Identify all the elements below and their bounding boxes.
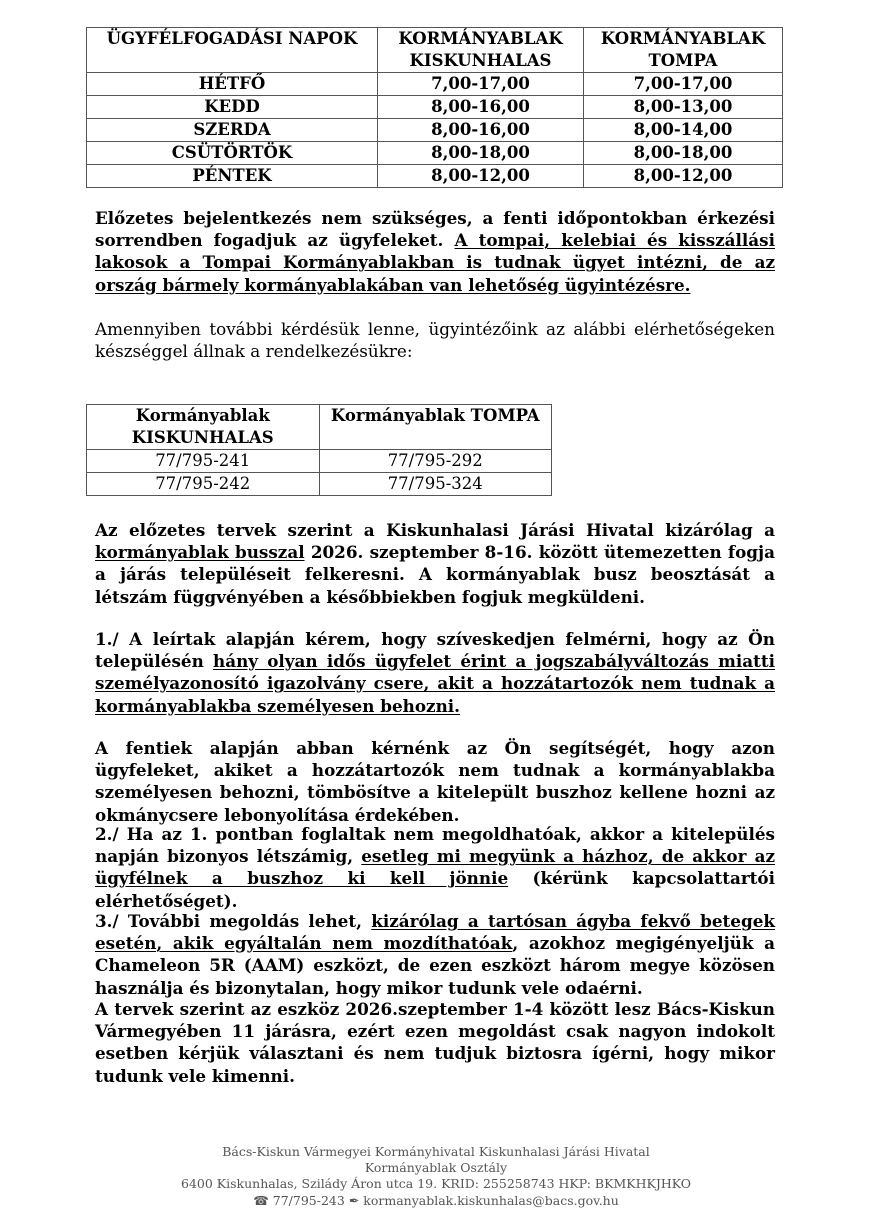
footer-phone: 77/795-243 xyxy=(272,1192,345,1208)
underlined-text: A tompai, kelebiai és kisszállási lakosok a Tompai Kormányablakban is tudnak ügyet intézni, de az ország bármely kormányablakában van lehetőség ügyintézésre. xyxy=(95,230,775,295)
hours-cell: 8,00-12,00 xyxy=(584,165,783,188)
table-row xyxy=(87,473,552,496)
page-footer xyxy=(0,1144,872,1209)
paragraph-text: Előzetes bejelentkezés nem szükséges, a fenti időpontokban érkezési sorrendben fogadjuk az ügyfeleket. xyxy=(95,208,775,251)
phone-icon: ☎ xyxy=(253,1192,269,1208)
hours-cell: 8,00-16,00 xyxy=(378,119,584,142)
hours-cell: 7,00-17,00 xyxy=(378,73,584,96)
device-schedule-paragraph xyxy=(95,998,775,1087)
hours-cell: 8,00-18,00 xyxy=(378,142,584,165)
underlined-text: esetleg mi megyünk a házhoz, de akkor az ügyfélnek a buszhoz ki kell jönnie xyxy=(95,846,776,889)
footer-address: 6400 Kiskunhalas, Szilády Áron utca 19. KRID: 255258743 HKP: BKMKHKJHKO xyxy=(181,1176,691,1192)
paragraph-text: 2./ Ha az 1. pontban foglaltak nem megoldhatóak, akkor a kitelepülés napján bizonyos létszámig, xyxy=(95,824,775,867)
day-cell: CSÜTÖRTÖK xyxy=(87,142,378,165)
paragraph-text: A fentiek alapján abban kérnénk az Ön segítségét, hogy azon ügyfeleket, akiket a hozzátartozók nem tudnak a kormányablakba személyesen behozni, tömbösítve a kitelepült buszhoz kellene hozni az okmánycsere lebonyolítása érdekében. xyxy=(95,738,775,825)
paragraph-text: Az előzetes tervek szerint a Kiskunhalasi Járási Hivatal kizárólag a xyxy=(95,520,775,540)
day-cell: KEDD xyxy=(87,96,378,119)
paragraph-text: (kérünk kapcsolattartói elérhetőséget). xyxy=(95,868,775,911)
phone-cell: 77/795-241 xyxy=(87,450,320,473)
phone-cell: 77/795-242 xyxy=(87,473,320,496)
contact-intro-paragraph xyxy=(95,318,775,362)
paragraph-text: Amennyiben további kérdésük lenne, ügyintézőink az alábbi elérhetőségeken készséggel állnak a rendelkezésükre: xyxy=(95,319,775,362)
table-row xyxy=(87,73,783,96)
paragraph-text: 3./ További megoldás lehet, xyxy=(95,911,372,931)
office-hours-table xyxy=(86,27,783,188)
column-header: Kormányablak TOMPA xyxy=(319,405,552,450)
paragraph-text: , azokhoz megigényeljük a Chameleon 5R (AAM) eszközt, de ezen eszközt három megye közösen használja és bizonytalan, hogy mikor tudunk vele odaérni. xyxy=(95,933,775,998)
footer-department: Kormányablak Osztály xyxy=(364,1160,508,1176)
footer-contact xyxy=(0,1193,872,1209)
table-row xyxy=(87,96,783,119)
hours-cell: 8,00-14,00 xyxy=(584,119,783,142)
day-cell: PÉNTEK xyxy=(87,165,378,188)
day-cell: SZERDA xyxy=(87,119,378,142)
column-header: ÜGYFÉLFOGADÁSI NAPOK xyxy=(87,28,378,73)
point-3-paragraph xyxy=(95,910,775,999)
table-row xyxy=(87,119,783,142)
intro-paragraph xyxy=(95,207,775,296)
bus-schedule-paragraph xyxy=(95,519,775,608)
contact-table xyxy=(86,404,552,496)
footer-office-name: Bács-Kiskun Vármegyei Kormányhivatal Kiskunhalasi Járási Hivatal xyxy=(222,1144,650,1159)
table-header-row xyxy=(87,405,552,450)
hours-cell: 8,00-13,00 xyxy=(584,96,783,119)
point-2-paragraph xyxy=(95,823,775,912)
hours-cell: 8,00-18,00 xyxy=(584,142,783,165)
paragraph-text: 2026. szeptember 8-16. között ütemezetten fogja a járás településeit felkeresni. A kormányablak busz beosztását a létszám függvényében a későbbiekben fogjuk megküldeni. xyxy=(95,542,775,607)
pen-icon: ✒ xyxy=(348,1192,360,1208)
underlined-text: kormányablak busszal xyxy=(95,542,305,563)
paragraph-text: A tervek szerint az eszköz 2026.szeptember 1-4 között lesz Bács-Kiskun Vármegyében 11 járásra, ezért ezen megoldást csak nagyon indokolt esetben kérjük választani és nem tudjuk biztosra ígérni, hogy mikor tudunk vele kimenni. xyxy=(95,999,775,1086)
hours-cell: 8,00-12,00 xyxy=(378,165,584,188)
column-header: Kormányablak KISKUNHALAS xyxy=(87,405,320,450)
day-cell: HÉTFŐ xyxy=(87,73,378,96)
table-header-row xyxy=(87,28,783,73)
column-header: KORMÁNYABLAK TOMPA xyxy=(584,28,783,73)
paragraph-text: 1./ A leírtak alapján kérem, hogy szíveskedjen felmérni, hogy az Ön településén xyxy=(95,629,775,672)
phone-cell: 77/795-292 xyxy=(319,450,552,473)
phone-cell: 77/795-324 xyxy=(319,473,552,496)
hours-cell: 7,00-17,00 xyxy=(584,73,783,96)
point-1-paragraph xyxy=(95,628,775,717)
underlined-text: kizárólag a tartósan ágyba fekvő betegek esetén, akik egyáltalán nem mozdíthatóak xyxy=(95,911,775,954)
table-row xyxy=(87,165,783,188)
table-row xyxy=(87,450,552,473)
hours-cell: 8,00-16,00 xyxy=(378,96,584,119)
underlined-text: hány olyan idős ügyfelet érint a jogszabályváltozás miatti személyazonosító igazolvány csere, akit a hozzátartozók nem tudnak a kormányablakba személyesen behozni. xyxy=(95,651,775,716)
request-paragraph xyxy=(95,737,775,826)
table-row xyxy=(87,142,783,165)
column-header: KORMÁNYABLAK KISKUNHALAS xyxy=(378,28,584,73)
footer-email[interactable]: kormanyablak.kiskunhalas@bacs.gov.hu xyxy=(363,1192,619,1208)
